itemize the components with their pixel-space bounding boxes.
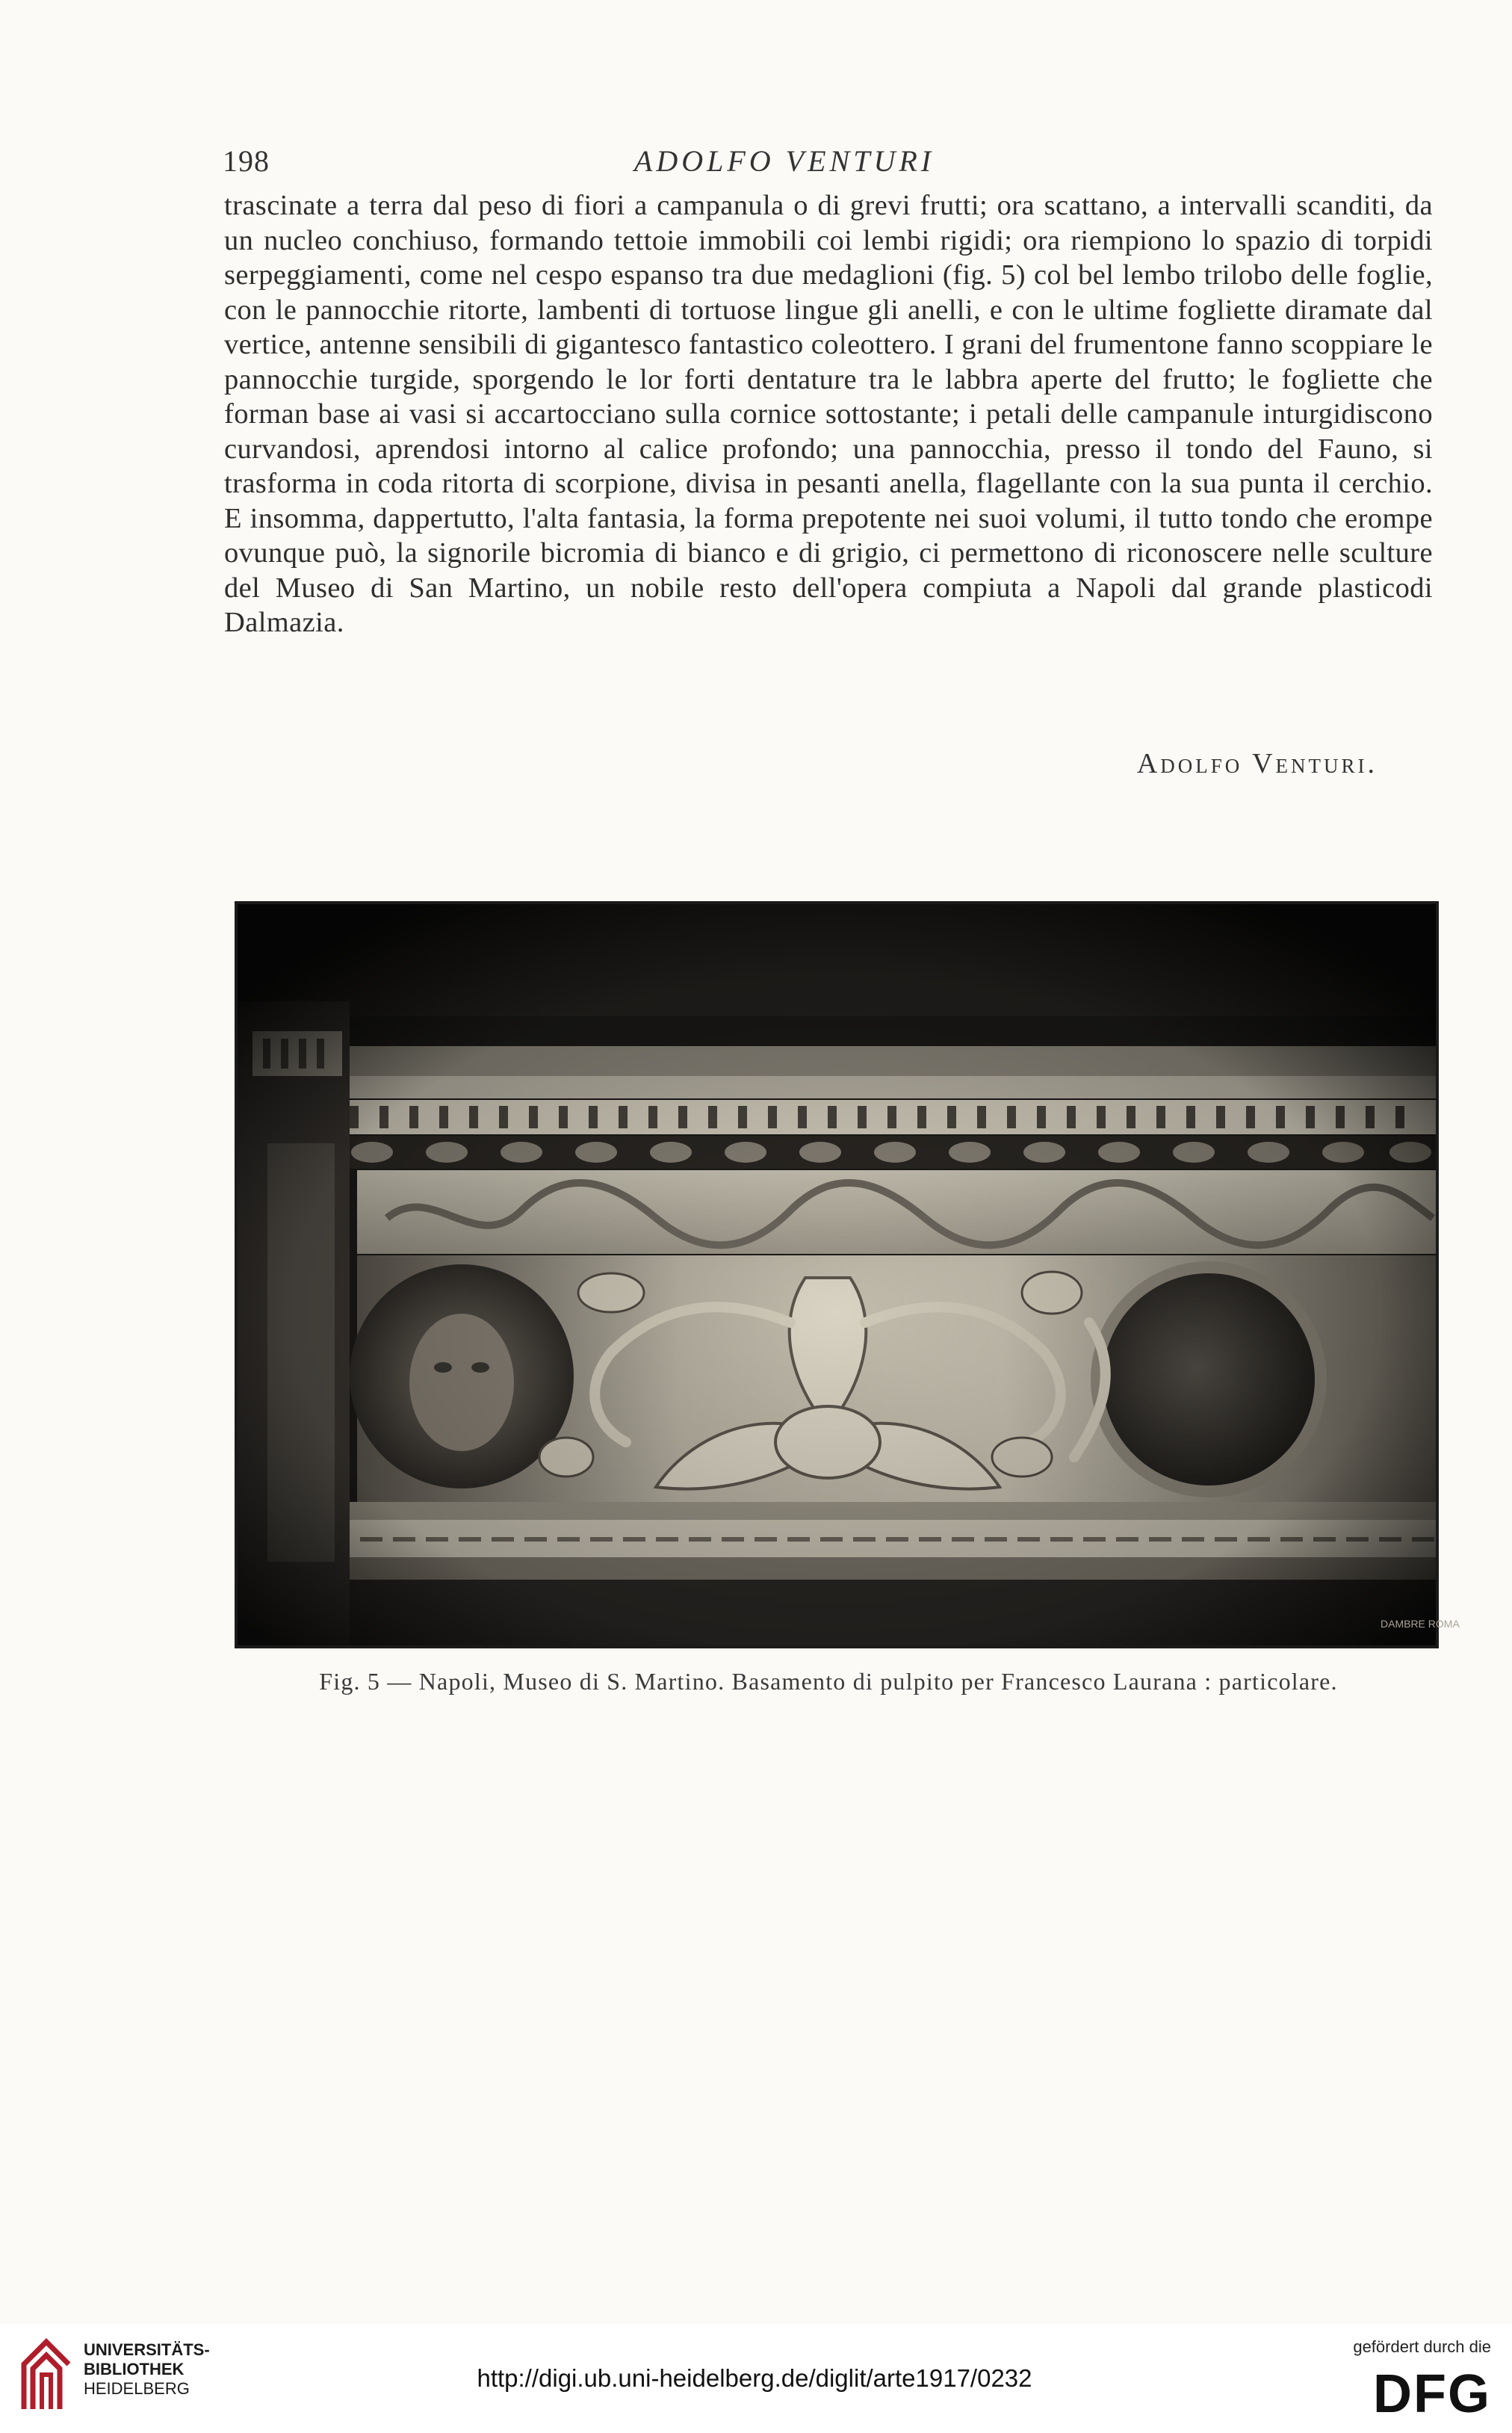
library-name-line2: BIBLIOTHEK — [84, 2360, 185, 2378]
body-text — [224, 188, 1433, 640]
library-name-line3: HEIDELBERG — [84, 2379, 190, 2398]
funded-by-label: gefördert durch die — [1353, 2337, 1491, 2356]
body-paragraph: trascinate a terra dal peso di fiori a campanula o di grevi frutti; ora scattano, a intervalli scanditi, da un nucleo conchiuso, formando tettoie immobili coi lembi rigidi; ora riempiono lo spazio di torpidi serpeggiamenti, come nel cespo espanso tra due medaglioni (fig. 5) col bel lembo trilobo delle foglie, con le pannocchie ritorte, lambenti di tortuose lingue gli anelli, e con le ultime fogliette diramate dal vertice, antenne sensibili di gigantesco fantastico coleottero. I grani del frumentone fanno scoppiare le pannocchie turgide, sporgendo le lor forti dentature tra le labbra aperte del frutto; le fogliette che forman base ai vasi si accartocciano sulla cornice sottostante; i petali delle campanule inturgidiscono curvandosi, aprendosi intorno al calice profondo; una pannocchia, presso il tondo del Fauno, si trasforma in coda ritorta di scorpione, divisa in pesanti anella, flagellante con la sua punta il cerchio. E insomma, dappertutto, l'alta fantasia, la forma prepotente nei suoi volumi, il tutto tondo che erompe ovunque può, la signorile bicromia di bianco e di grigio, ci permettono di riconoscere nelle sculture del Museo di San Martino, un nobile resto dell'opera compiuta a Napoli dal grande plasticodi Dalmazia. — [224, 190, 1433, 638]
university-library-logo-icon — [16, 2334, 76, 2417]
library-name-line1: UNIVERSITÄTS- — [84, 2340, 210, 2359]
library-name — [84, 2340, 210, 2399]
running-head: ADOLFO VENTURI — [633, 144, 935, 178]
dfg-logo: DFG — [1373, 2364, 1491, 2424]
page-number: 198 — [223, 144, 270, 178]
digitization-footer — [0, 2324, 1512, 2433]
photo-credit: DAMBRE ROMA — [1381, 1618, 1460, 1630]
figure-photo — [235, 901, 1460, 1648]
figure-caption: Fig. 5 — Napoli, Museo di S. Martino. Basamento di pulpito per Francesco Laurana : particolare. — [319, 1668, 1338, 1695]
source-url-link[interactable]: http://digi.ub.uni-heidelberg.de/diglit/arte1917/0232 — [477, 2364, 1032, 2392]
pulpit-relief-photo — [238, 904, 1460, 1645]
author-signature: Adolfo Venturi. — [1136, 748, 1378, 779]
